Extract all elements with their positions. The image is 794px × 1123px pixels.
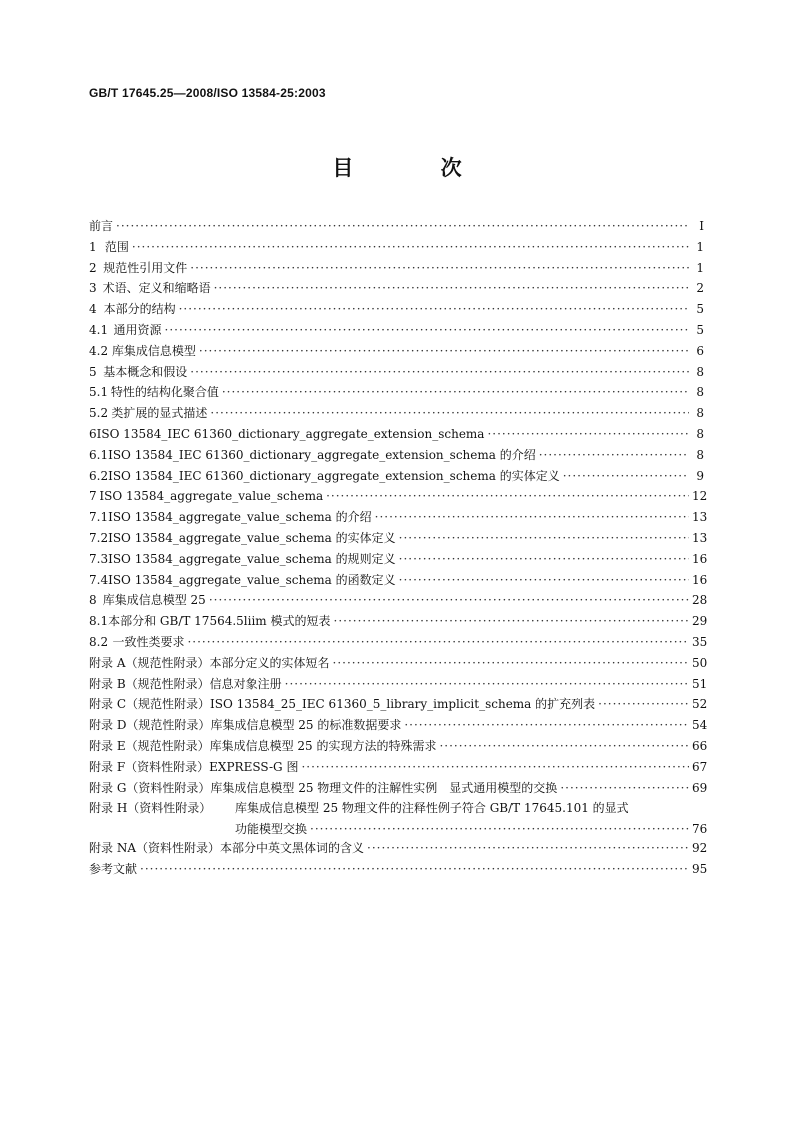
toc-entry[interactable] [89,798,708,838]
toc-leader-dots [399,549,689,570]
toc-entry[interactable] [89,674,708,695]
toc-leader-dots [439,736,689,757]
toc-leader-dots [310,819,689,840]
toc-entry-page: 51 [692,676,708,691]
toc-entry-label: 本部分的结构 [103,302,176,317]
page-title: 目 次 [332,156,502,180]
toc-entry-label: 库集成信息模型 25 物理文件的注释性例子符合 GB/T 17645.101 的显式 [235,801,629,816]
toc-entry-number: 6.1 [89,447,109,462]
toc-entry-page: 5 [696,322,704,337]
toc-entry[interactable] [89,611,708,632]
toc-leader-dots [165,320,689,341]
toc-entry-label: 库集成信息模型 25 的标准数据要求 [210,718,402,733]
toc-entry-label: 库集成信息模型 [111,343,196,358]
toc-entry-number: 3 [89,281,97,296]
toc-entry-page: 6 [696,343,704,358]
toc-leader-dots [301,757,689,778]
toc-leader-dots [399,570,689,591]
toc-entry-page: 9 [696,468,704,483]
toc-leader-dots [199,341,689,362]
toc-entry-number: 附录 G（资料性附录） [89,780,211,795]
toc-entry-label: ISO 13584_aggregate_value_schema 的函数定义 [108,572,396,587]
toc-entry[interactable] [89,570,708,591]
standard-number-header: GB/T 17645.25—2008/ISO 13584-25:2003 [89,86,326,100]
toc-entry-number: 附录 H（资料性附录） [89,801,212,816]
toc-leader-dots [116,216,689,237]
toc-entry[interactable] [89,278,704,299]
toc-entry-label: 术语、定义和缩略语 [102,281,211,296]
toc-entry-page: 13 [692,530,708,545]
toc-entry-page: Ⅰ [699,219,704,233]
toc-entry-label: 前言 [89,219,114,233]
toc-leader-dots [214,278,689,299]
toc-leader-dots [187,632,689,653]
toc-entry[interactable] [89,486,708,507]
toc-entry[interactable] [89,778,708,799]
toc-entry[interactable] [89,320,704,341]
toc-entry-label: 库集成信息模型 25 物理文件的注解性实例 显式通用模型的交换 [210,780,558,795]
toc-entry-page: 2 [696,281,704,296]
toc-entry[interactable] [89,736,708,757]
toc-entry-page: 8 [696,447,704,462]
toc-entry[interactable] [89,653,708,674]
toc-entry[interactable] [89,341,704,362]
toc-entry-page: 76 [692,822,708,837]
toc-leader-dots [179,299,689,320]
toc-entry[interactable] [89,632,708,653]
toc-entry-number: 7.2 [89,530,109,545]
toc-leader-dots [285,674,689,695]
toc-entry-label: 库集成信息模型 25 的实现方法的特殊需求 [209,738,437,753]
toc-entry-number: 2 [89,260,97,275]
toc-leader-dots [333,653,690,674]
toc-entry-label: 信息对象注册 [209,676,282,691]
toc-entry-number: 8 [89,593,97,608]
toc-entry-number: 4.1 [89,322,109,337]
toc-entry-page: 8 [696,406,704,421]
toc-entry[interactable] [89,859,708,880]
toc-entry-page: 92 [692,841,708,856]
toc-entry[interactable] [89,694,708,715]
toc-entry-number: 8.1 [89,614,109,629]
toc-entry-label: EXPRESS-G 图 [209,759,299,774]
toc-entry[interactable] [89,466,704,487]
toc-leader-dots [326,486,689,507]
toc-entry-number: 附录 E（规范性附录） [89,738,210,753]
toc-entry-page: 67 [692,759,708,774]
toc-entry[interactable] [89,362,704,383]
toc-leader-dots [487,424,689,445]
toc-entry-number: 6.2 [89,468,109,483]
toc-entry[interactable] [89,528,708,549]
toc-entry-label: 本部分和 GB/T 17564.5liim 模式的短表 [108,614,331,629]
toc-entry-label: 基本概念和假设 [103,364,188,379]
toc-entry-number: 7.3 [89,551,109,566]
toc-leader-dots [190,362,689,383]
toc-entry-page: 8 [696,364,704,379]
toc-entry-number: 5.2 [89,406,109,421]
toc-leader-dots [598,694,689,715]
toc-entry-number: 附录 C（规范性附录） [89,697,210,712]
toc-leader-dots [375,507,689,528]
toc-entry-page: 5 [696,302,704,317]
toc-entry-label: ISO 13584_aggregate_value_schema 的规则定义 [108,551,396,566]
toc-entry-label: 库集成信息模型 25 [102,593,206,608]
toc-entry-number: 7 [89,489,97,504]
toc-leader-dots [560,778,689,799]
toc-entry-page: 66 [692,738,708,753]
toc-entry[interactable] [89,403,704,424]
toc-entry-label: 一致性类要求 [112,634,185,649]
toc-entry-page: 35 [692,634,708,649]
toc-entry-number: 7.4 [89,572,109,587]
toc-entry-label: 通用资源 [113,322,162,337]
toc-entry-label: ISO 13584_aggregate_value_schema [99,489,324,504]
toc-entry-number: 1 [89,239,97,254]
toc-entry[interactable] [89,507,708,528]
toc-entry-label: 规范性引用文件 [103,260,188,275]
toc-leader-dots [334,611,689,632]
toc-entry-page: 95 [692,862,708,877]
toc-entry-page: 28 [692,593,708,608]
toc-entry-page: 8 [696,385,704,400]
toc-entry-number: 6 [89,426,97,441]
toc-entry-label: 本部分中英文黑体词的含义 [219,841,364,856]
toc-entry-label: 本部分定义的实体短名 [209,655,330,670]
toc-entry-page: 16 [692,551,708,566]
toc-entry-label: ISO 13584_IEC 61360_dictionary_aggregate_extension_schema [96,426,485,441]
toc-entry-number: 4.2 [89,343,109,358]
toc-leader-dots [404,715,689,736]
toc-entry-label: 类扩展的显式描述 [111,406,208,421]
toc-entry[interactable] [89,838,708,859]
toc-entry[interactable] [89,549,708,570]
toc-entry-number: 附录 F（资料性附录） [89,759,210,774]
toc-entry-page: 12 [692,489,708,504]
toc-leader-dots [140,859,689,880]
table-of-contents [89,216,708,880]
toc-leader-dots [190,258,689,279]
toc-entry-label: 特性的结构化聚合值 [110,385,219,400]
toc-entry[interactable] [89,216,704,237]
toc-entry[interactable] [89,590,708,611]
toc-leader-dots [132,237,689,258]
toc-entry-label: 范围 [104,239,129,254]
toc-entry-page: 1 [696,260,704,275]
toc-entry-label: ISO 13584_IEC 61360_dictionary_aggregate_extension_schema 的介绍 [108,447,536,462]
toc-leader-dots [209,590,689,611]
toc-entry-label: ISO 13584_IEC 61360_dictionary_aggregate_extension_schema 的实体定义 [108,468,560,483]
toc-entry-page: 16 [692,572,708,587]
toc-leader-dots [367,838,689,859]
toc-leader-dots [563,466,689,487]
toc-entry[interactable] [89,424,704,445]
toc-entry-page: 8 [696,426,704,441]
toc-leader-dots [222,382,689,403]
toc-entry-page: 13 [692,510,708,525]
toc-entry-number: 附录 NA（资料性附录） [89,841,220,856]
toc-entry-number: 5.1 [89,385,109,400]
toc-entry-number: 7.1 [89,510,109,525]
toc-entry-number: 8.2 [89,634,109,649]
toc-entry-page: 1 [696,239,704,254]
toc-entry[interactable] [89,715,708,736]
toc-leader-dots [399,528,689,549]
toc-entry-number: 附录 B（规范性附录） [89,676,210,691]
toc-entry-number: 附录 A（规范性附录） [89,655,210,670]
toc-entry[interactable] [89,382,704,403]
toc-entry-page: 69 [692,780,708,795]
toc-entry[interactable] [89,757,708,778]
toc-entry-number: 附录 D（规范性附录） [89,718,211,733]
toc-entry[interactable] [89,299,704,320]
toc-entry-page: 54 [692,718,708,733]
toc-entry-page: 29 [692,614,708,629]
toc-entry-label: 参考文献 [89,862,138,877]
toc-entry-number: 4 [89,302,97,317]
toc-entry[interactable] [89,258,704,279]
toc-leader-dots [539,445,689,466]
toc-entry[interactable] [89,237,704,258]
toc-entry-number: 5 [89,364,97,379]
toc-entry-page: 52 [692,697,708,712]
toc-entry-label: ISO 13584_25_IEC 61360_5_library_implicit_schema 的扩充列表 [210,697,596,712]
toc-entry-page: 50 [692,655,708,670]
toc-entry[interactable] [89,445,704,466]
toc-entry-label: ISO 13584_aggregate_value_schema 的实体定义 [108,530,396,545]
toc-entry-label-continued: 功能模型交换 [235,822,308,837]
toc-leader-dots [210,403,689,424]
toc-entry-label: ISO 13584_aggregate_value_schema 的介绍 [108,510,372,525]
